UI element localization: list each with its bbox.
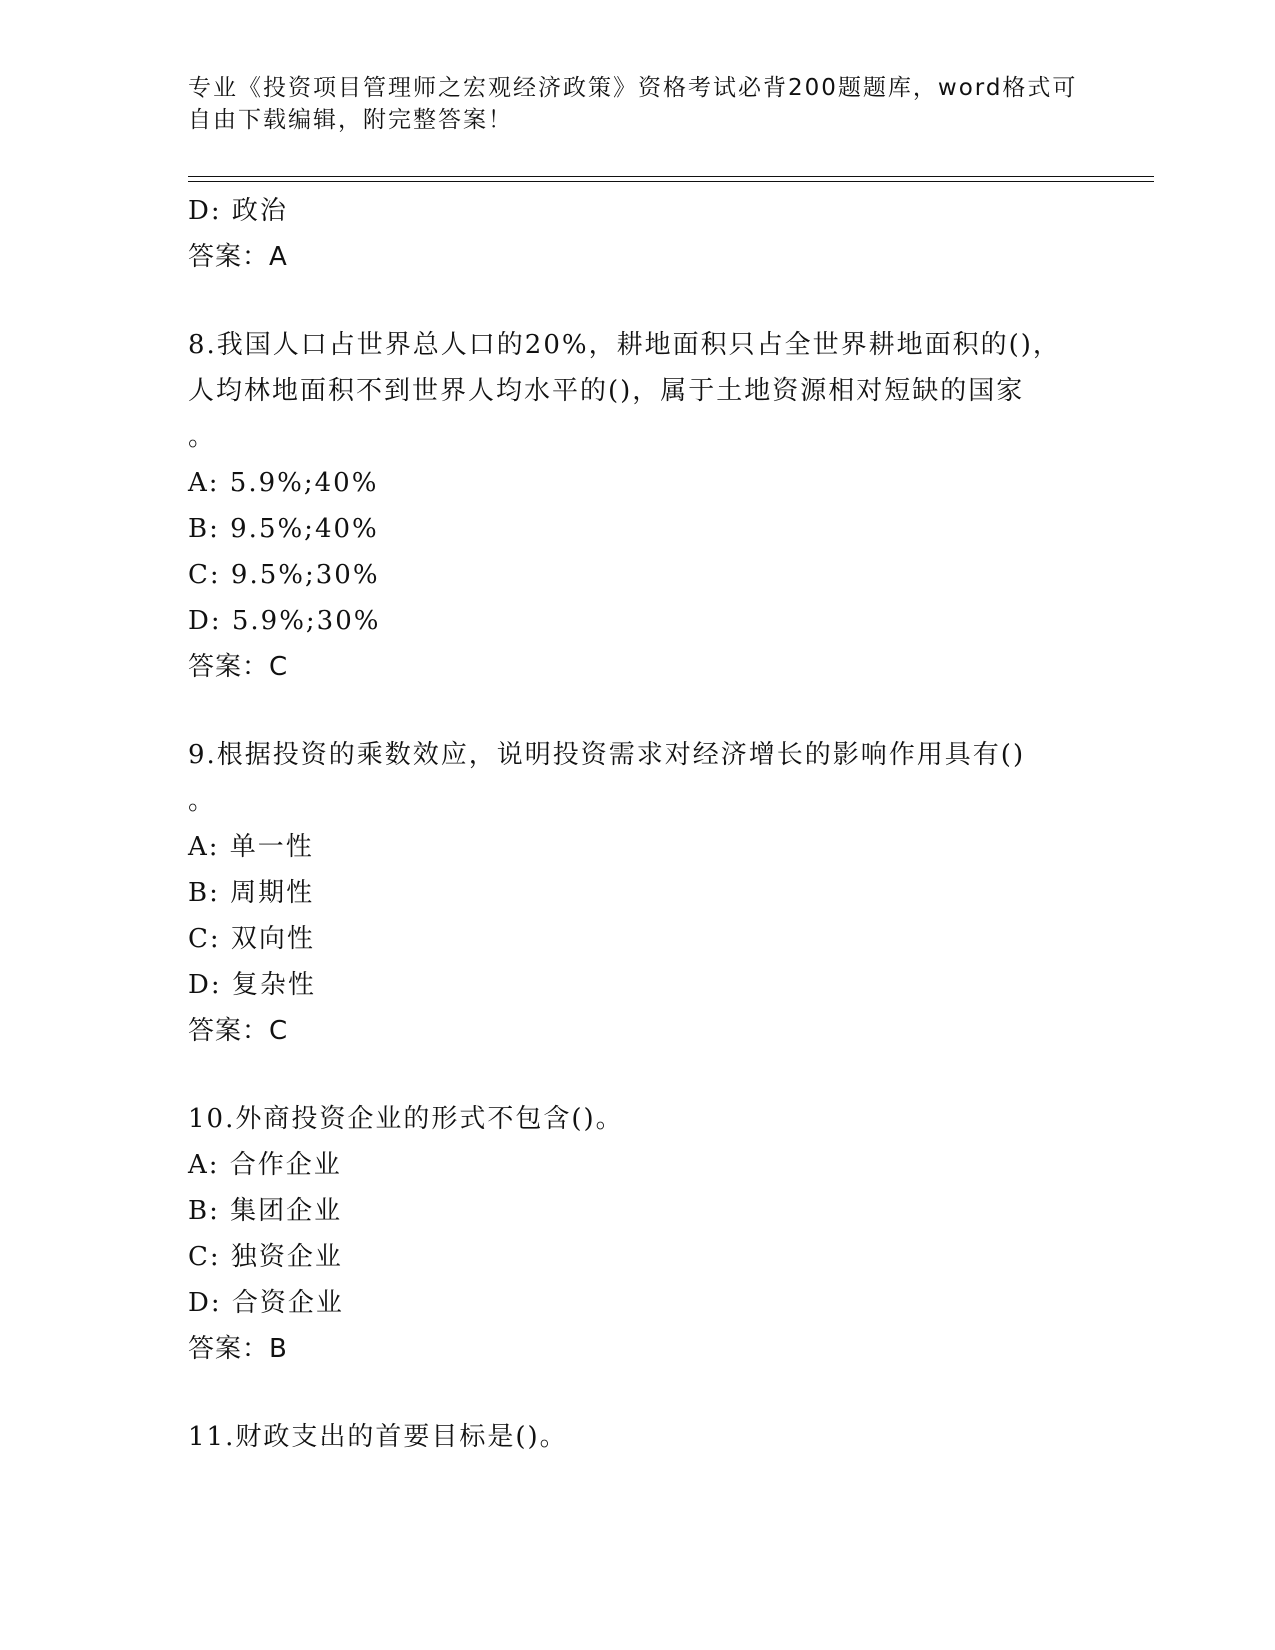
option-b: B: 9.5%;40% (188, 514, 379, 544)
question-text-line: 。 (188, 422, 217, 452)
option-d: D: 5.9%;30% (188, 606, 381, 636)
question-text-line: 人均林地面积不到世界人均水平的()，属于土地资源相对短缺的国家 (188, 376, 1025, 406)
question-11 (188, 1414, 1154, 1460)
answer: 答案：C (188, 652, 289, 682)
option-b: B: 周期性 (188, 878, 315, 908)
header-line-2: 自由下载编辑，附完整答案！ (188, 107, 513, 133)
question-text-line: 。 (188, 786, 217, 816)
answer: 答案：B (188, 1334, 288, 1364)
page-header (188, 72, 1078, 136)
previous-question-tail (188, 188, 1154, 280)
option-d: D: 政治 (188, 196, 288, 226)
question-text-line: 9.根据投资的乘数效应，说明投资需求对经济增长的影响作用具有() (188, 740, 1026, 770)
question-8 (188, 322, 1154, 690)
option-a: A: 5.9%;40% (188, 468, 379, 498)
header-rule-bottom (188, 181, 1154, 182)
question-text-line: 8.我国人口占世界总人口的20%，耕地面积只占全世界耕地面积的()， (188, 330, 1061, 360)
option-d: D: 合资企业 (188, 1288, 344, 1318)
question-10 (188, 1096, 1154, 1372)
answer: 答案：C (188, 1016, 289, 1046)
option-c: C: 9.5%;30% (188, 560, 380, 590)
option-d: D: 复杂性 (188, 970, 316, 1000)
question-list (188, 188, 1154, 1460)
option-c: C: 双向性 (188, 924, 315, 954)
header-rule-top (188, 176, 1154, 177)
option-a: A: 合作企业 (188, 1150, 342, 1180)
question-9 (188, 732, 1154, 1054)
answer: 答案：A (188, 242, 288, 272)
question-text-line: 10.外商投资企业的形式不包含()。 (188, 1104, 624, 1134)
option-b: B: 集团企业 (188, 1196, 343, 1226)
question-text-line: 11.财政支出的首要目标是()。 (188, 1422, 568, 1452)
option-a: A: 单一性 (188, 832, 314, 862)
option-c: C: 独资企业 (188, 1242, 343, 1272)
header-line-1: 专业《投资项目管理师之宏观经济政策》资格考试必背200题题库，word格式可 (188, 75, 1078, 101)
